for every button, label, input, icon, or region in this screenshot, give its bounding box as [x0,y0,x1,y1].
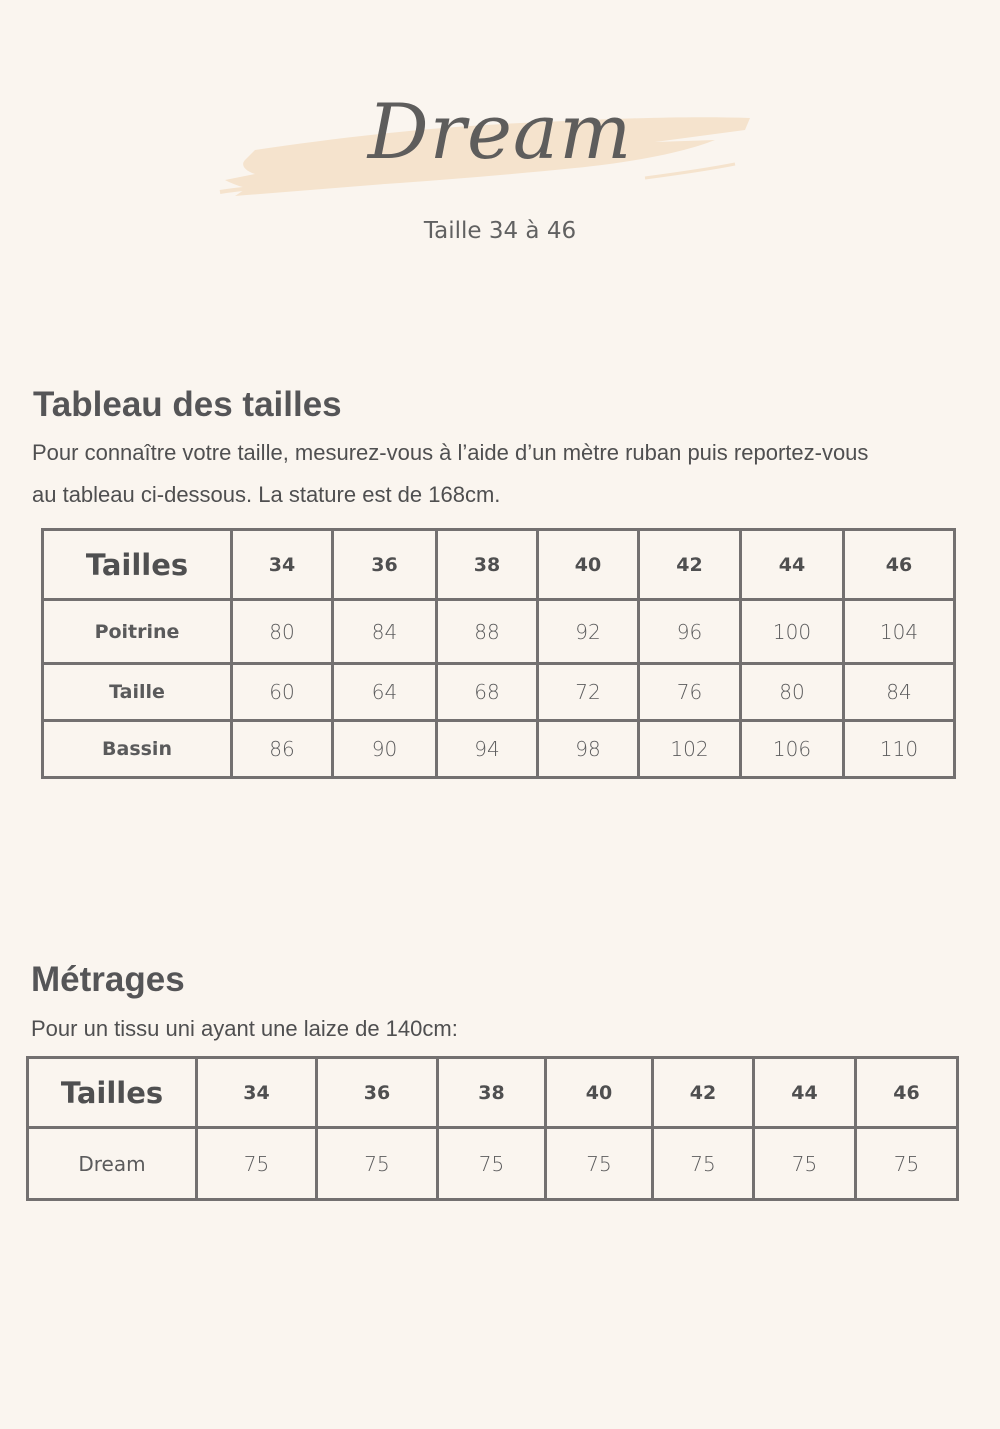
size-header-cell: 34 [232,530,333,600]
size-header-cell: 40 [546,1058,653,1128]
table-cell: 60 [232,664,333,721]
size-header-cell: 40 [538,530,639,600]
table-cell: 88 [437,600,538,664]
size-header-cell: 34 [197,1058,317,1128]
table-row [28,1128,958,1200]
page-subtitle: Taille 34 à 46 [423,218,577,244]
yardage-header-row [28,1058,958,1128]
table-row [43,600,955,664]
table-cell: 84 [333,600,437,664]
table-cell: 110 [844,721,955,778]
table-cell: 90 [333,721,437,778]
table-cell: 96 [639,600,741,664]
yardage-intro: Pour un tissu uni ayant une laize de 140cm: [31,1016,458,1041]
table-cell: 75 [317,1128,438,1200]
size-header-cell: 42 [639,530,741,600]
size-header-cell: 44 [754,1058,856,1128]
size-chart-header-row [43,530,955,600]
table-cell: 104 [844,600,955,664]
table-cell: 75 [438,1128,546,1200]
table-cell: 76 [639,664,741,721]
table-cell: 68 [437,664,538,721]
table-cell: 75 [754,1128,856,1200]
table-cell: 92 [538,600,639,664]
table-row [43,721,955,778]
yardage-corner-label: Tailles [28,1058,197,1128]
row-label-dream: Dream [28,1128,197,1200]
size-header-cell: 46 [856,1058,958,1128]
row-label-poitrine: Poitrine [43,600,232,664]
size-chart-corner-label: Tailles [43,530,232,600]
size-header-cell: 38 [437,530,538,600]
size-chart-table [41,528,956,779]
table-cell: 75 [856,1128,958,1200]
table-cell: 86 [232,721,333,778]
size-chart-intro-line-2: au tableau ci-dessous. La stature est de 168cm. [32,482,501,507]
table-cell: 80 [232,600,333,664]
table-cell: 84 [844,664,955,721]
table-cell: 98 [538,721,639,778]
row-label-taille: Taille [43,664,232,721]
size-header-cell: 36 [317,1058,438,1128]
row-label-bassin: Bassin [43,721,232,778]
size-header-cell: 42 [653,1058,754,1128]
table-cell: 72 [538,664,639,721]
size-header-cell: 46 [844,530,955,600]
table-cell: 75 [197,1128,317,1200]
size-chart-intro-line-1: Pour connaître votre taille, mesurez-vous à l’aide d’un mètre ruban puis reportez-vous [32,440,869,465]
table-cell: 106 [741,721,844,778]
yardage-table [26,1056,959,1201]
table-cell: 100 [741,600,844,664]
table-cell: 80 [741,664,844,721]
table-cell: 102 [639,721,741,778]
table-cell: 75 [653,1128,754,1200]
table-row [43,664,955,721]
size-header-cell: 38 [438,1058,546,1128]
size-chart-title: Tableau des tailles [33,385,342,424]
size-header-cell: 36 [333,530,437,600]
table-cell: 94 [437,721,538,778]
yardage-title: Métrages [31,960,185,999]
size-header-cell: 44 [741,530,844,600]
page-title: Dream [367,87,633,176]
table-cell: 75 [546,1128,653,1200]
table-cell: 64 [333,664,437,721]
